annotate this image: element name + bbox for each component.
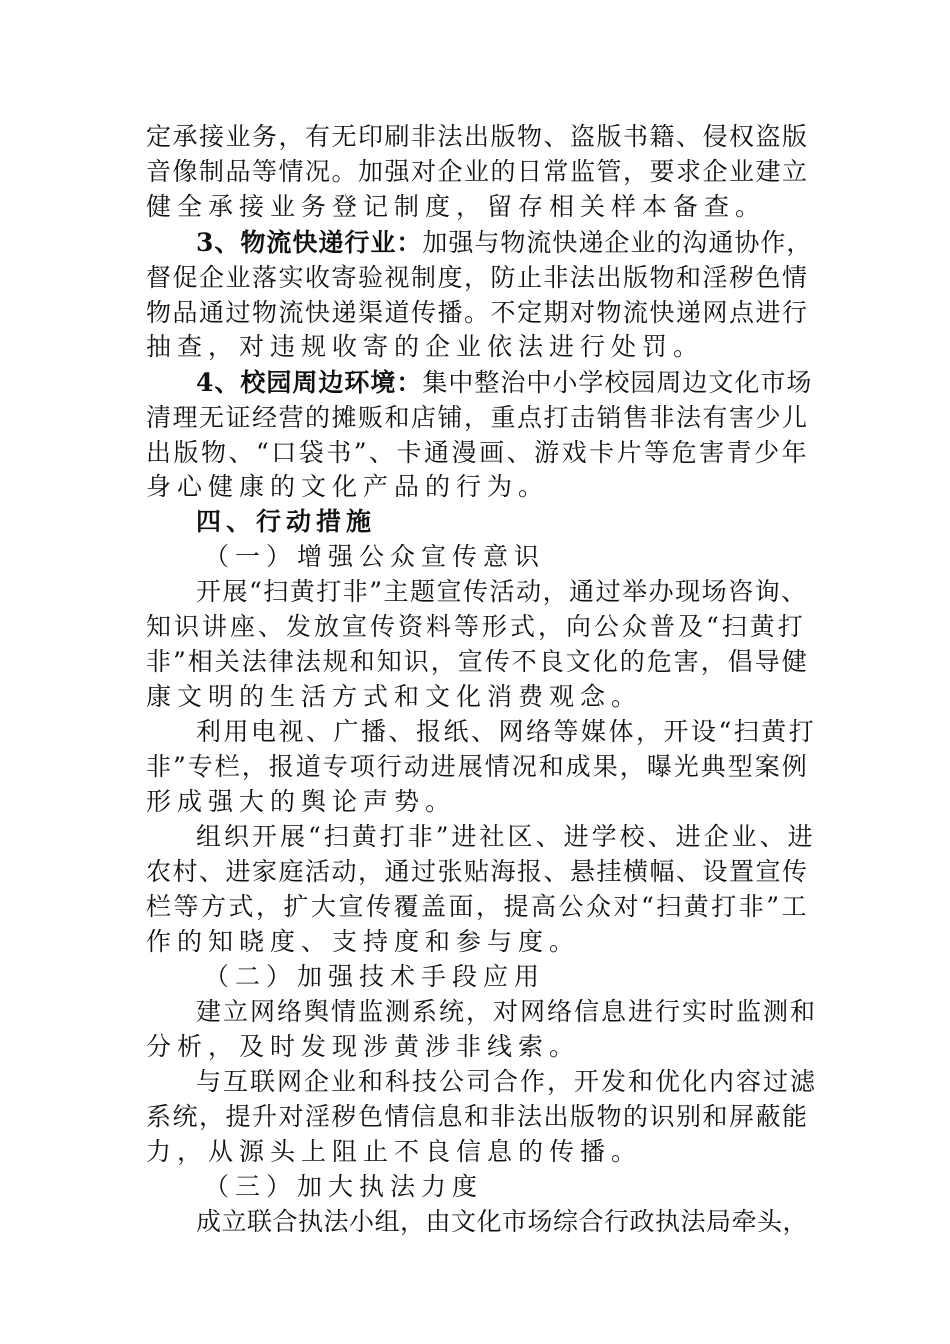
item-3-line: [196, 223, 816, 263]
body-text-line: 开展“扫黄打非”主题宣传活动，通过举办现场咨询、: [196, 577, 808, 606]
body-text-line: 音像制品等情况。加强对企业的日常监管，要求企业建立: [146, 157, 809, 186]
item-4-line: [196, 363, 816, 403]
body-text-line: 成立联合执法小组，由文化市场综合行政执法局牵头，: [196, 1207, 809, 1236]
body-text-line: 知识讲座、发放宣传资料等形式，向公众普及“扫黄打: [146, 612, 806, 641]
body-text-line: 督促企业落实收寄验视制度，防止非法出版物和淫秽色情: [146, 263, 809, 292]
body-text-line: 清理无证经营的摊贩和店铺，重点打击销售非法有害少儿: [146, 403, 809, 432]
body-text-line: 利用电视、广播、报纸、网络等媒体，开设“扫黄打: [196, 717, 817, 746]
body-text-line: 农村、进家庭活动，通过张贴海报、悬挂横幅、设置宣传: [146, 857, 809, 886]
item-3-text: 加强与物流快递企业的沟通协作，: [422, 228, 813, 257]
body-text-line: 物品通过物流快递渠道传播。不定期对物流快递网点进行: [146, 298, 809, 327]
body-text-line: 系统，提升对淫秽色情信息和非法出版物的识别和屏蔽能: [146, 1102, 809, 1131]
subsection-heading: （三）加大执法力度: [204, 1172, 484, 1201]
body-text-line: 康文明的生活方式和文化消费观念。: [146, 682, 643, 711]
item-3-heading: 3、物流快递行业：: [196, 228, 423, 257]
body-text-line: 非”专栏，报道专项行动进展情况和成果，曝光典型案例: [146, 752, 809, 781]
section-heading: 四、行动措施: [196, 507, 377, 536]
body-text-line: 分析，及时发现涉黄涉非线索。: [146, 1032, 581, 1061]
body-text-line: 与互联网企业和科技公司合作，开发和优化内容过滤: [196, 1067, 818, 1096]
body-text-line: 非”相关法律法规和知识，宣传不良文化的危害，倡导健: [146, 647, 809, 676]
body-text-line: 身心健康的文化产品的行为。: [146, 472, 550, 501]
body-text-line: 抽查，对违规收寄的企业依法进行处罚。: [146, 332, 705, 361]
body-text-line: 作的知晓度、支持度和参与度。: [146, 927, 581, 956]
subsection-heading: （一）增强公众宣传意识: [204, 542, 546, 571]
body-text-line: 建立网络舆情监测系统，对网络信息进行实时监测和: [196, 997, 818, 1026]
body-text-line: 力，从源头上阻止不良信息的传播。: [146, 1137, 643, 1166]
body-text-line: 形成强大的舆论声势。: [146, 787, 457, 816]
body-text-line: 定承接业务，有无印刷非法出版物、盗版书籍、侵权盗版: [146, 122, 809, 151]
body-text-line: 出版物、“口袋书”、卡通漫画、游戏卡片等危害青少年: [146, 438, 810, 467]
subsection-heading: （二）加强技术手段应用: [204, 962, 546, 991]
body-text-line: 健全承接业务登记制度，留存相关样本备查。: [146, 192, 767, 221]
body-text-line: 组织开展“扫黄打非”进社区、进学校、进企业、进: [196, 822, 816, 851]
body-text-line: 栏等方式，扩大宣传覆盖面，提高公众对“扫黄打非”工: [146, 892, 810, 921]
item-4-text: 集中整治中小学校园周边文化市场: [422, 368, 813, 397]
item-4-heading: 4、校园周边环境：: [196, 368, 423, 397]
